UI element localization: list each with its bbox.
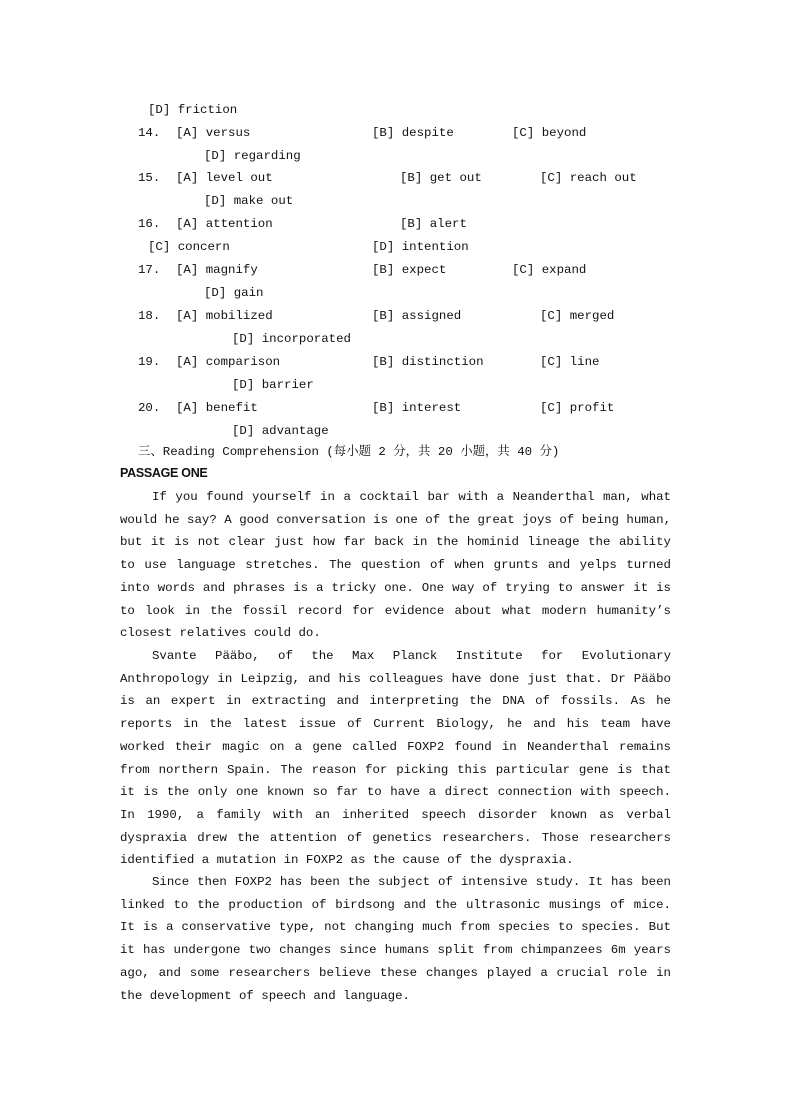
option-17-c: [C] expand <box>512 263 587 277</box>
question-number-17: 17. <box>138 263 161 277</box>
section-heading: 三、Reading Comprehension (每小题 2 分，共 20 小题，共 40 分) <box>138 445 560 459</box>
option-19-b: [B] distinction <box>372 355 484 369</box>
option-19-d: [D] barrier <box>232 378 314 392</box>
passage-paragraph-3: Since then FOXP2 has been the subject of intensive study. It has been linked to the production of birdsong and the ultrasonic musings of mice. It is a conservative type, not changing much from species to species. But it has undergone two changes since humans split from chimpanzees 6m years ago, and some researchers believe these changes played a crucial role in the development of speech and language. <box>120 875 671 1003</box>
option-17-a: [A] magnify <box>176 263 258 277</box>
option-13-d: [D] friction <box>148 103 238 117</box>
question-number-19: 19. <box>138 355 161 369</box>
passage-title: PASSAGE ONE <box>120 466 208 480</box>
option-20-b: [B] interest <box>372 401 462 415</box>
option-17-b: [B] expect <box>372 263 447 277</box>
option-14-d: [D] regarding <box>204 149 301 163</box>
option-15-d: [D] make out <box>204 194 294 208</box>
option-19-a: [A] comparison <box>176 355 281 369</box>
option-20-d: [D] advantage <box>232 424 329 438</box>
option-15-b: [B] get out <box>400 171 482 185</box>
option-18-d: [D] incorporated <box>232 332 351 346</box>
option-15-c: [C] reach out <box>540 171 637 185</box>
option-18-a: [A] mobilized <box>176 309 273 323</box>
passage-paragraph-2: Svante Pääbo, of the Max Planck Institute for Evolutionary Anthropology in Leipzig, and his colleagues have done just that. Dr Pääbo is an expert in extracting and interpreting the DNA of fossils. As he reports in the latest issue of Current Biology, he and his team have worked their magic on a gene called FOXP2 found in Neanderthal remains from northern Spain. The reason for picking this particular gene is that it is the only one known so far to have a direct connection with speech. In 1990, a family with an inherited speech disorder known as verbal dyspraxia drew the attention of genetics researchers. Those researchers identified a mutation in FOXP2 as the cause of the dyspraxia. <box>120 649 671 868</box>
option-18-b: [B] assigned <box>372 309 462 323</box>
option-14-b: [B] despite <box>372 126 454 140</box>
option-16-a: [A] attention <box>176 217 273 231</box>
option-14-c: [C] beyond <box>512 126 587 140</box>
option-14-a: [A] versus <box>176 126 251 140</box>
passage-paragraph-1: If you found yourself in a cocktail bar with a Neanderthal man, what would he say? A good conversation is one of the great joys of being human, but it is not clear just how far back in the hominid lineage the ability to use language stretches. The question of when grunts and yelps turned into words and phrases is a tricky one. One way of trying to answer it is to look in the fossil record for evidence about what modern humanity’s closest relatives could do. <box>120 490 671 641</box>
question-number-16: 16. <box>138 217 161 231</box>
option-16-c: [C] concern <box>148 240 230 254</box>
question-number-18: 18. <box>138 309 161 323</box>
option-20-a: [A] benefit <box>176 401 258 415</box>
option-17-d: [D] gain <box>204 286 264 300</box>
option-20-c: [C] profit <box>540 401 615 415</box>
option-18-c: [C] merged <box>540 309 615 323</box>
question-number-15: 15. <box>138 171 161 185</box>
option-19-c: [C] line <box>540 355 600 369</box>
option-15-a: [A] level out <box>176 171 273 185</box>
question-number-20: 20. <box>138 401 161 415</box>
option-16-d: [D] intention <box>372 240 469 254</box>
option-16-b: [B] alert <box>400 217 467 231</box>
question-number-14: 14. <box>138 126 161 140</box>
